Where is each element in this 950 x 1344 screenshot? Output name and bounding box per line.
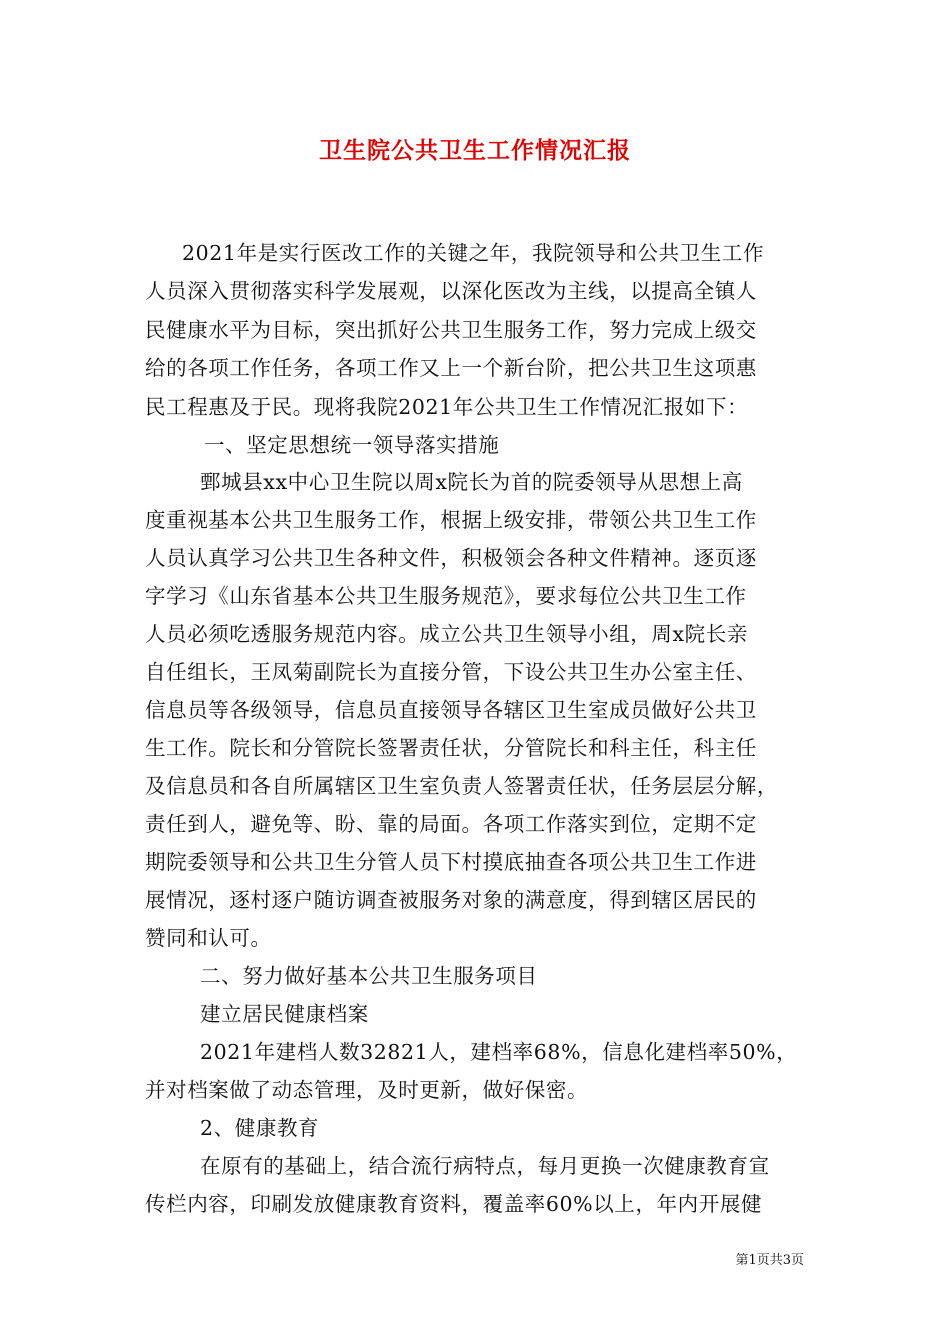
body-line: 民工程惠及于民。现将我院2021年公共卫生工作情况汇报如下：: [145, 395, 749, 419]
document-title: 卫生院公共卫生工作情况汇报: [319, 137, 631, 164]
body-line: 2021年是实行医改工作的关键之年，我院领导和公共卫生工作: [182, 241, 765, 265]
body-line: 赞同和认可。: [145, 926, 272, 950]
body-line: 度重视基本公共卫生服务工作，根据上级安排，带领公共卫生工作: [145, 508, 757, 532]
body-line: 生工作。院长和分管院长签署责任状，分管院长和科主任，科主任: [145, 736, 757, 760]
body-line: 民健康水平为目标，突出抓好公共卫生服务工作，努力完成上级交: [145, 318, 757, 342]
body-line: 鄄城县xx中心卫生院以周x院长为首的院委领导从思想上高: [200, 470, 743, 494]
body-line: 期院委领导和公共卫生分管人员下村摸底抽查各项公共卫生工作进: [145, 850, 757, 874]
body-line: 在原有的基础上，结合流行病特点，每月更换一次健康教育宣: [200, 1154, 770, 1178]
section-heading: 二、努力做好基本公共卫生服务项目: [200, 964, 538, 988]
subsection-heading: 2、健康教育: [200, 1116, 320, 1140]
body-line: 信息员等各级领导，信息员直接领导各辖区卫生室成员做好公共卫: [145, 698, 757, 722]
page-number: 第1页共3页: [735, 1253, 804, 1268]
body-line: 责任到人，避免等、盼、靠的局面。各项工作落实到位，定期不定: [145, 812, 757, 836]
body-line: 人员深入贯彻落实科学发展观，以深化医改为主线，以提高全镇人: [145, 279, 757, 303]
subsection-heading: 建立居民健康档案: [200, 1002, 369, 1026]
body-line: 人员认真学习公共卫生各种文件，积极领会各种文件精神。逐页逐: [145, 546, 757, 570]
body-line: 给的各项工作任务，各项工作又上一个新台阶，把公共卫生这项惠: [145, 356, 757, 380]
body-line: 展情况，逐村逐户随访调查被服务对象的满意度，得到辖区居民的: [145, 888, 757, 912]
body-line: 传栏内容，印刷发放健康教育资料，覆盖率60%以上，年内开展健: [145, 1192, 763, 1216]
section-heading: 一、坚定思想统一领导落实措施: [204, 433, 500, 457]
body-line: 自任组长，王凤菊副院长为直接分管，下设公共卫生办公室主任、: [145, 660, 757, 684]
body-line: 2021年建档人数32821人，建档率68%，信息化建档率50%，: [200, 1040, 798, 1064]
body-line: 及信息员和各自所属辖区卫生室负责人签署责任状，任务层层分解，: [145, 774, 778, 798]
body-line: 字学习《山东省基本公共卫生服务规范》，要求每位公共卫生工作: [145, 584, 747, 608]
body-line: 人员必须吃透服务规范内容。成立公共卫生领导小组，周x院长亲: [145, 622, 748, 646]
body-line: 并对档案做了动态管理，及时更新，做好保密。: [145, 1078, 589, 1102]
